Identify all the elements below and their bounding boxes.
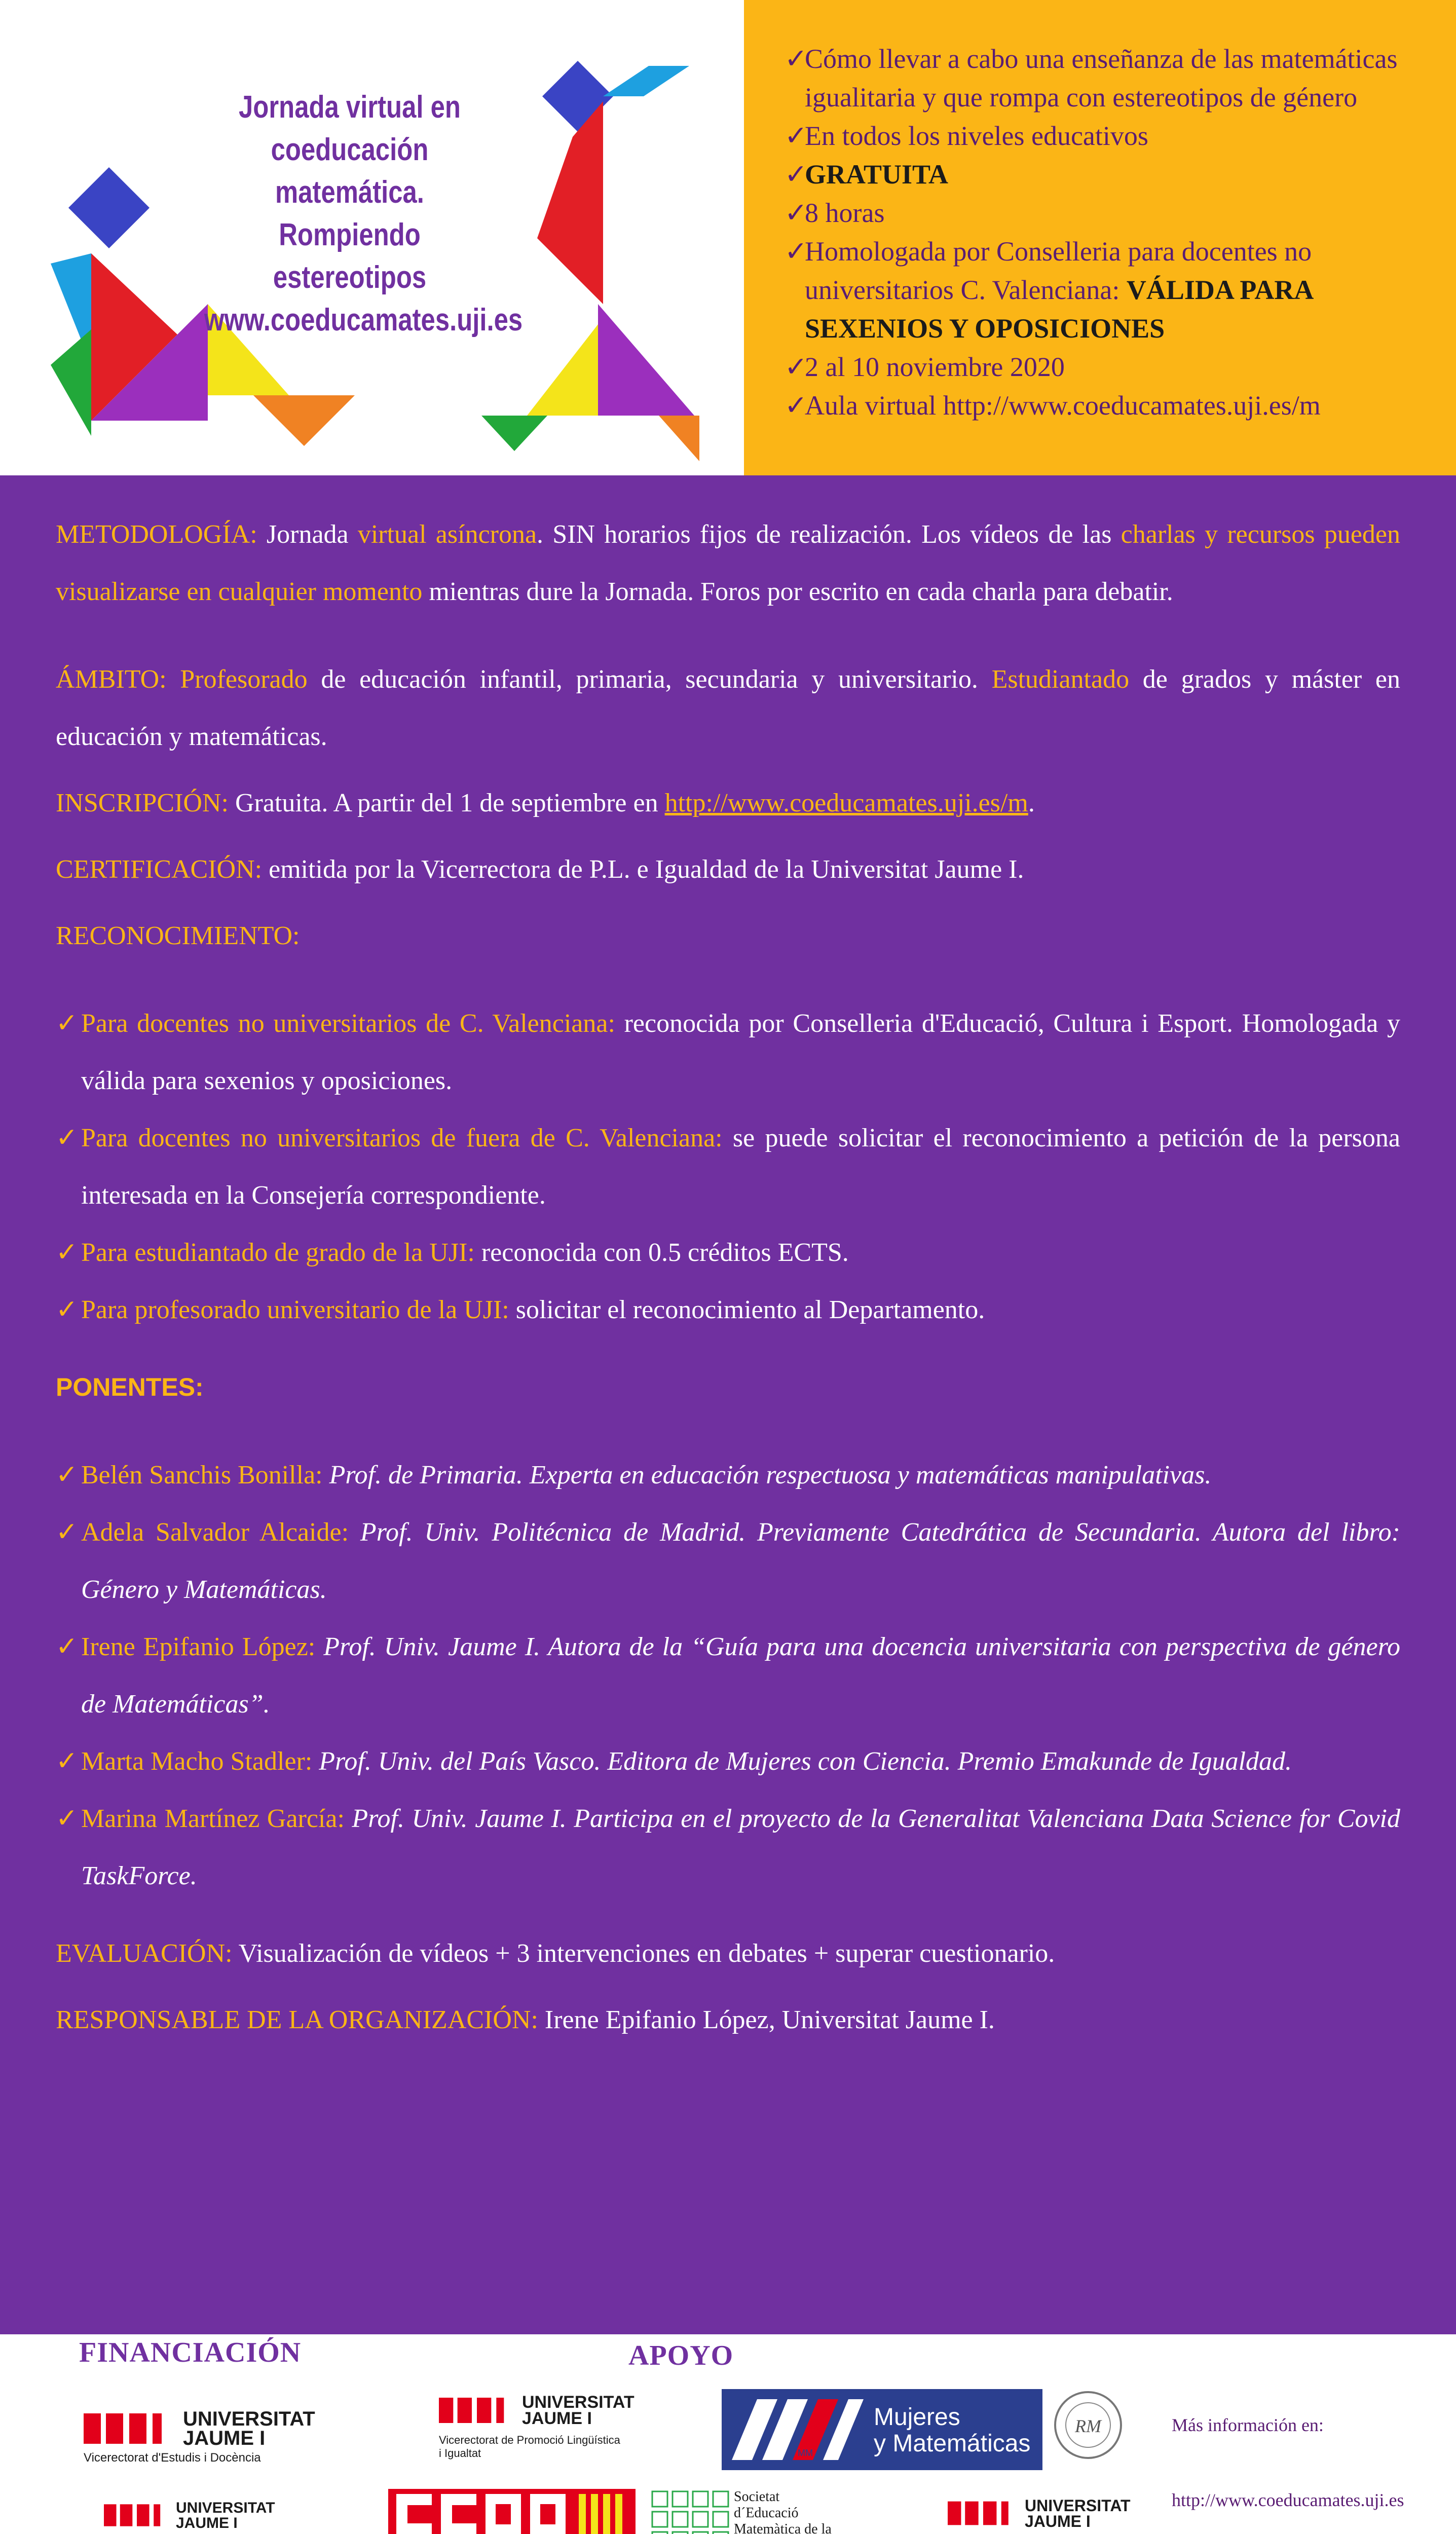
check-icon: ✓: [785, 121, 808, 151]
uji-logo-mark: [84, 2410, 175, 2447]
tangram-red-triangle-right: [537, 101, 603, 304]
feature-item: [785, 117, 1426, 155]
tangram-orange-triangle-right: [659, 416, 699, 461]
responsable-section: RESPONSABLE DE LA ORGANIZACIÓN: Irene Epifanio López, Universitat Jaume I.: [56, 2005, 995, 2034]
inscripcion-label: INSCRIPCIÓN:: [56, 789, 229, 817]
list-item: ✓ Marina Martínez García: Prof. Univ. Jaume I. Participa en el proyecto de la Generalitat Valenciana Data Science for Covid TaskForce.: [56, 1790, 1400, 1905]
feature-text: 8 horas: [805, 198, 885, 228]
check-icon: ✓: [785, 159, 808, 190]
list-item: ✓ Marta Macho Stadler: Prof. Univ. del País Vasco. Editora de Mujeres con Ciencia. Premio Emakunde de Igualdad.: [56, 1733, 1400, 1790]
reconocimiento-list: [56, 995, 1400, 1338]
feature-item: [785, 40, 1426, 117]
check-icon: ✓: [785, 390, 808, 421]
metodologia-section: METODOLOGÍA: Jornada virtual asíncrona. SIN horarios fijos de realización. Los vídeos de las charlas y recursos pueden visualizarse en cualquier momento mientras dure la Jornada. Foros por escrito en cada charla para debatir.: [56, 520, 1400, 606]
check-icon: ✓: [785, 44, 808, 74]
check-icon: ✓: [785, 198, 808, 228]
uji-logo-estce-matematiques: UNIVERSITAT JAUME I: [104, 2502, 337, 2534]
feature-item: [785, 348, 1426, 386]
rsme-seal-logo: RM: [1054, 2391, 1122, 2459]
more-info-label: Más información en:: [1172, 2415, 1324, 2435]
main-content: [0, 475, 1456, 2334]
check-icon: ✓: [785, 236, 808, 267]
tangram-orange-triangle-left: [253, 395, 355, 446]
event-title-line: Jornada virtual en: [239, 90, 461, 125]
feature-item: [785, 232, 1426, 348]
event-website[interactable]: www.coeducamates.uji.es: [204, 303, 523, 338]
ponentes-heading: PONENTES:: [56, 1373, 204, 1401]
certificacion-label: CERTIFICACIÓN:: [56, 855, 263, 884]
check-icon: ✓: [56, 1238, 78, 1267]
uji-logo-mark: [439, 2395, 515, 2426]
inscripcion-link[interactable]: http://www.coeducamates.uji.es/m: [664, 789, 1028, 817]
check-icon: ✓: [56, 1124, 78, 1152]
uji-logo-promocio-linguistica: UNIVERSITAT JAUME I Vicerectorat de Promoció Lingüística i Igualtat: [439, 2393, 634, 2460]
list-item: ✓ Para profesorado universitario de la UJI: solicitar el reconocimiento al Departamento.: [56, 1281, 1400, 1338]
features-panel: [744, 0, 1456, 475]
feature-text: En todos los niveles educativos: [805, 121, 1148, 151]
event-title: [204, 86, 523, 342]
list-item: ✓ Belén Sanchis Bonilla: Prof. de Primaria. Experta en educación respectuosa y matemáticas manipulativas.: [56, 1446, 1400, 1504]
financiacion-heading: FINANCIACIÓN: [79, 2337, 302, 2368]
tangram-purple-triangle-right: [598, 304, 694, 416]
uji-logo-mark: [948, 2499, 1019, 2527]
feature-item: [785, 155, 1426, 194]
feature-text: Homologada por Conselleria para docentes no universitarios C. Valenciana: VÁLIDA PARA SEXENIOS Y OPOSICIONES: [805, 236, 1313, 344]
feature-text[interactable]: Aula virtual http://www.coeducamates.uji.es/m: [805, 390, 1321, 421]
reconocimiento-heading: RECONOCIMIENTO:: [56, 921, 300, 950]
ambito-section: ÁMBITO: Profesorado de educación infantil, primaria, secundaria y universitario. Estudiantado de grados y máster en educación y matemáticas.: [56, 665, 1401, 751]
tangram-yellow-triangle-right: [527, 324, 598, 416]
list-item: ✓ Para docentes no universitarios de C. Valenciana: reconocida por Conselleria d'Educació, Cultura i Esport. Homologada y válida para sexenios y oposiciones.: [56, 995, 1400, 1109]
tangram-green-triangle-right: [481, 416, 547, 451]
more-info-url[interactable]: http://www.coeducamates.uji.es: [1172, 2490, 1404, 2510]
semcv-logo-mark: [650, 2489, 731, 2534]
feature-text: 2 al 10 noviembre 2020: [805, 352, 1065, 382]
uji-logo-estce: UNIVERSITAT JAUME I: [948, 2499, 1161, 2534]
feature-text: Cómo llevar a cabo una enseñanza de las matemáticas igualitaria y que rompa con estereotipos de género: [805, 44, 1398, 113]
ponentes-list: [56, 1446, 1400, 1905]
ccoo-ensenyament-logo: [388, 2489, 636, 2534]
check-icon: ✓: [56, 1632, 78, 1661]
certificacion-section: CERTIFICACIÓN: emitida por la Vicerrectora de P.L. e Igualdad de la Universitat Jaume I.: [56, 855, 1024, 884]
tangram-blue-square: [68, 167, 150, 248]
header-logo-area: [0, 0, 744, 475]
event-title-line: coeducación matemática.: [271, 132, 429, 210]
semcv-logo-text: Societat d´Educació Matemàtica de la: [734, 2489, 832, 2534]
mujeres-y-matematicas-logo: MM Mujeres y Matemáticas: [722, 2389, 1042, 2470]
evaluacion-label: EVALUACIÓN:: [56, 1939, 233, 1968]
event-title-line: Rompiendo estereotipos: [273, 217, 427, 295]
tangram-cyan-parallelogram: [603, 66, 689, 96]
check-icon: ✓: [56, 1295, 78, 1324]
uji-logo-mark: [104, 2502, 170, 2529]
check-icon: ✓: [56, 1518, 78, 1547]
list-item: ✓ Irene Epifanio López: Prof. Univ. Jaume I. Autora de la “Guía para una docencia universitaria con perspectiva de género de Matemáticas”.: [56, 1618, 1400, 1733]
check-icon: ✓: [785, 352, 808, 382]
list-item: ✓ Para estudiantado de grado de la UJI: reconocida con 0.5 créditos ECTS.: [56, 1224, 1400, 1281]
mm-logo-mark: [732, 2399, 864, 2460]
tangram-green-triangle: [51, 329, 91, 436]
apoyo-heading: APOYO: [628, 2340, 734, 2371]
ccoo-mark: [396, 2494, 627, 2534]
inscripcion-section: INSCRIPCIÓN: Gratuita. A partir del 1 de septiembre en http://www.coeducamates.uji.es/m.: [56, 789, 1035, 817]
check-icon: ✓: [56, 1747, 78, 1776]
check-icon: ✓: [56, 1804, 78, 1833]
check-icon: ✓: [56, 1461, 78, 1489]
list-item: ✓ Para docentes no universitarios de fuera de C. Valenciana: se puede solicitar el reconocimiento a petición de la persona interesada en la Consejería correspondiente.: [56, 1109, 1400, 1224]
svg-text:MM: MM: [798, 2448, 813, 2458]
evaluacion-section: EVALUACIÓN: Visualización de vídeos + 3 intervenciones en debates + superar cuestionario.: [56, 1939, 1055, 1968]
feature-text: GRATUITA: [805, 159, 949, 190]
uji-logo-vicerrectorat-estudis: UNIVERSITAT JAUME I Vicerectorat d'Estudis i Docència: [84, 2408, 315, 2465]
ambito-label: ÁMBITO:: [56, 665, 167, 694]
feature-item: [785, 194, 1426, 232]
check-icon: ✓: [56, 1009, 78, 1038]
list-item: ✓ Adela Salvador Alcaide: Prof. Univ. Politécnica de Madrid. Previamente Catedrática de Secundaria. Autora del libro: Género y Matemáticas.: [56, 1504, 1400, 1618]
metodologia-label: METODOLOGÍA:: [56, 520, 257, 549]
feature-item: [785, 386, 1426, 425]
header-banner: [0, 0, 1456, 475]
footer-sponsors: [0, 2334, 1456, 2534]
responsable-label: RESPONSABLE DE LA ORGANIZACIÓN:: [56, 2005, 538, 2034]
